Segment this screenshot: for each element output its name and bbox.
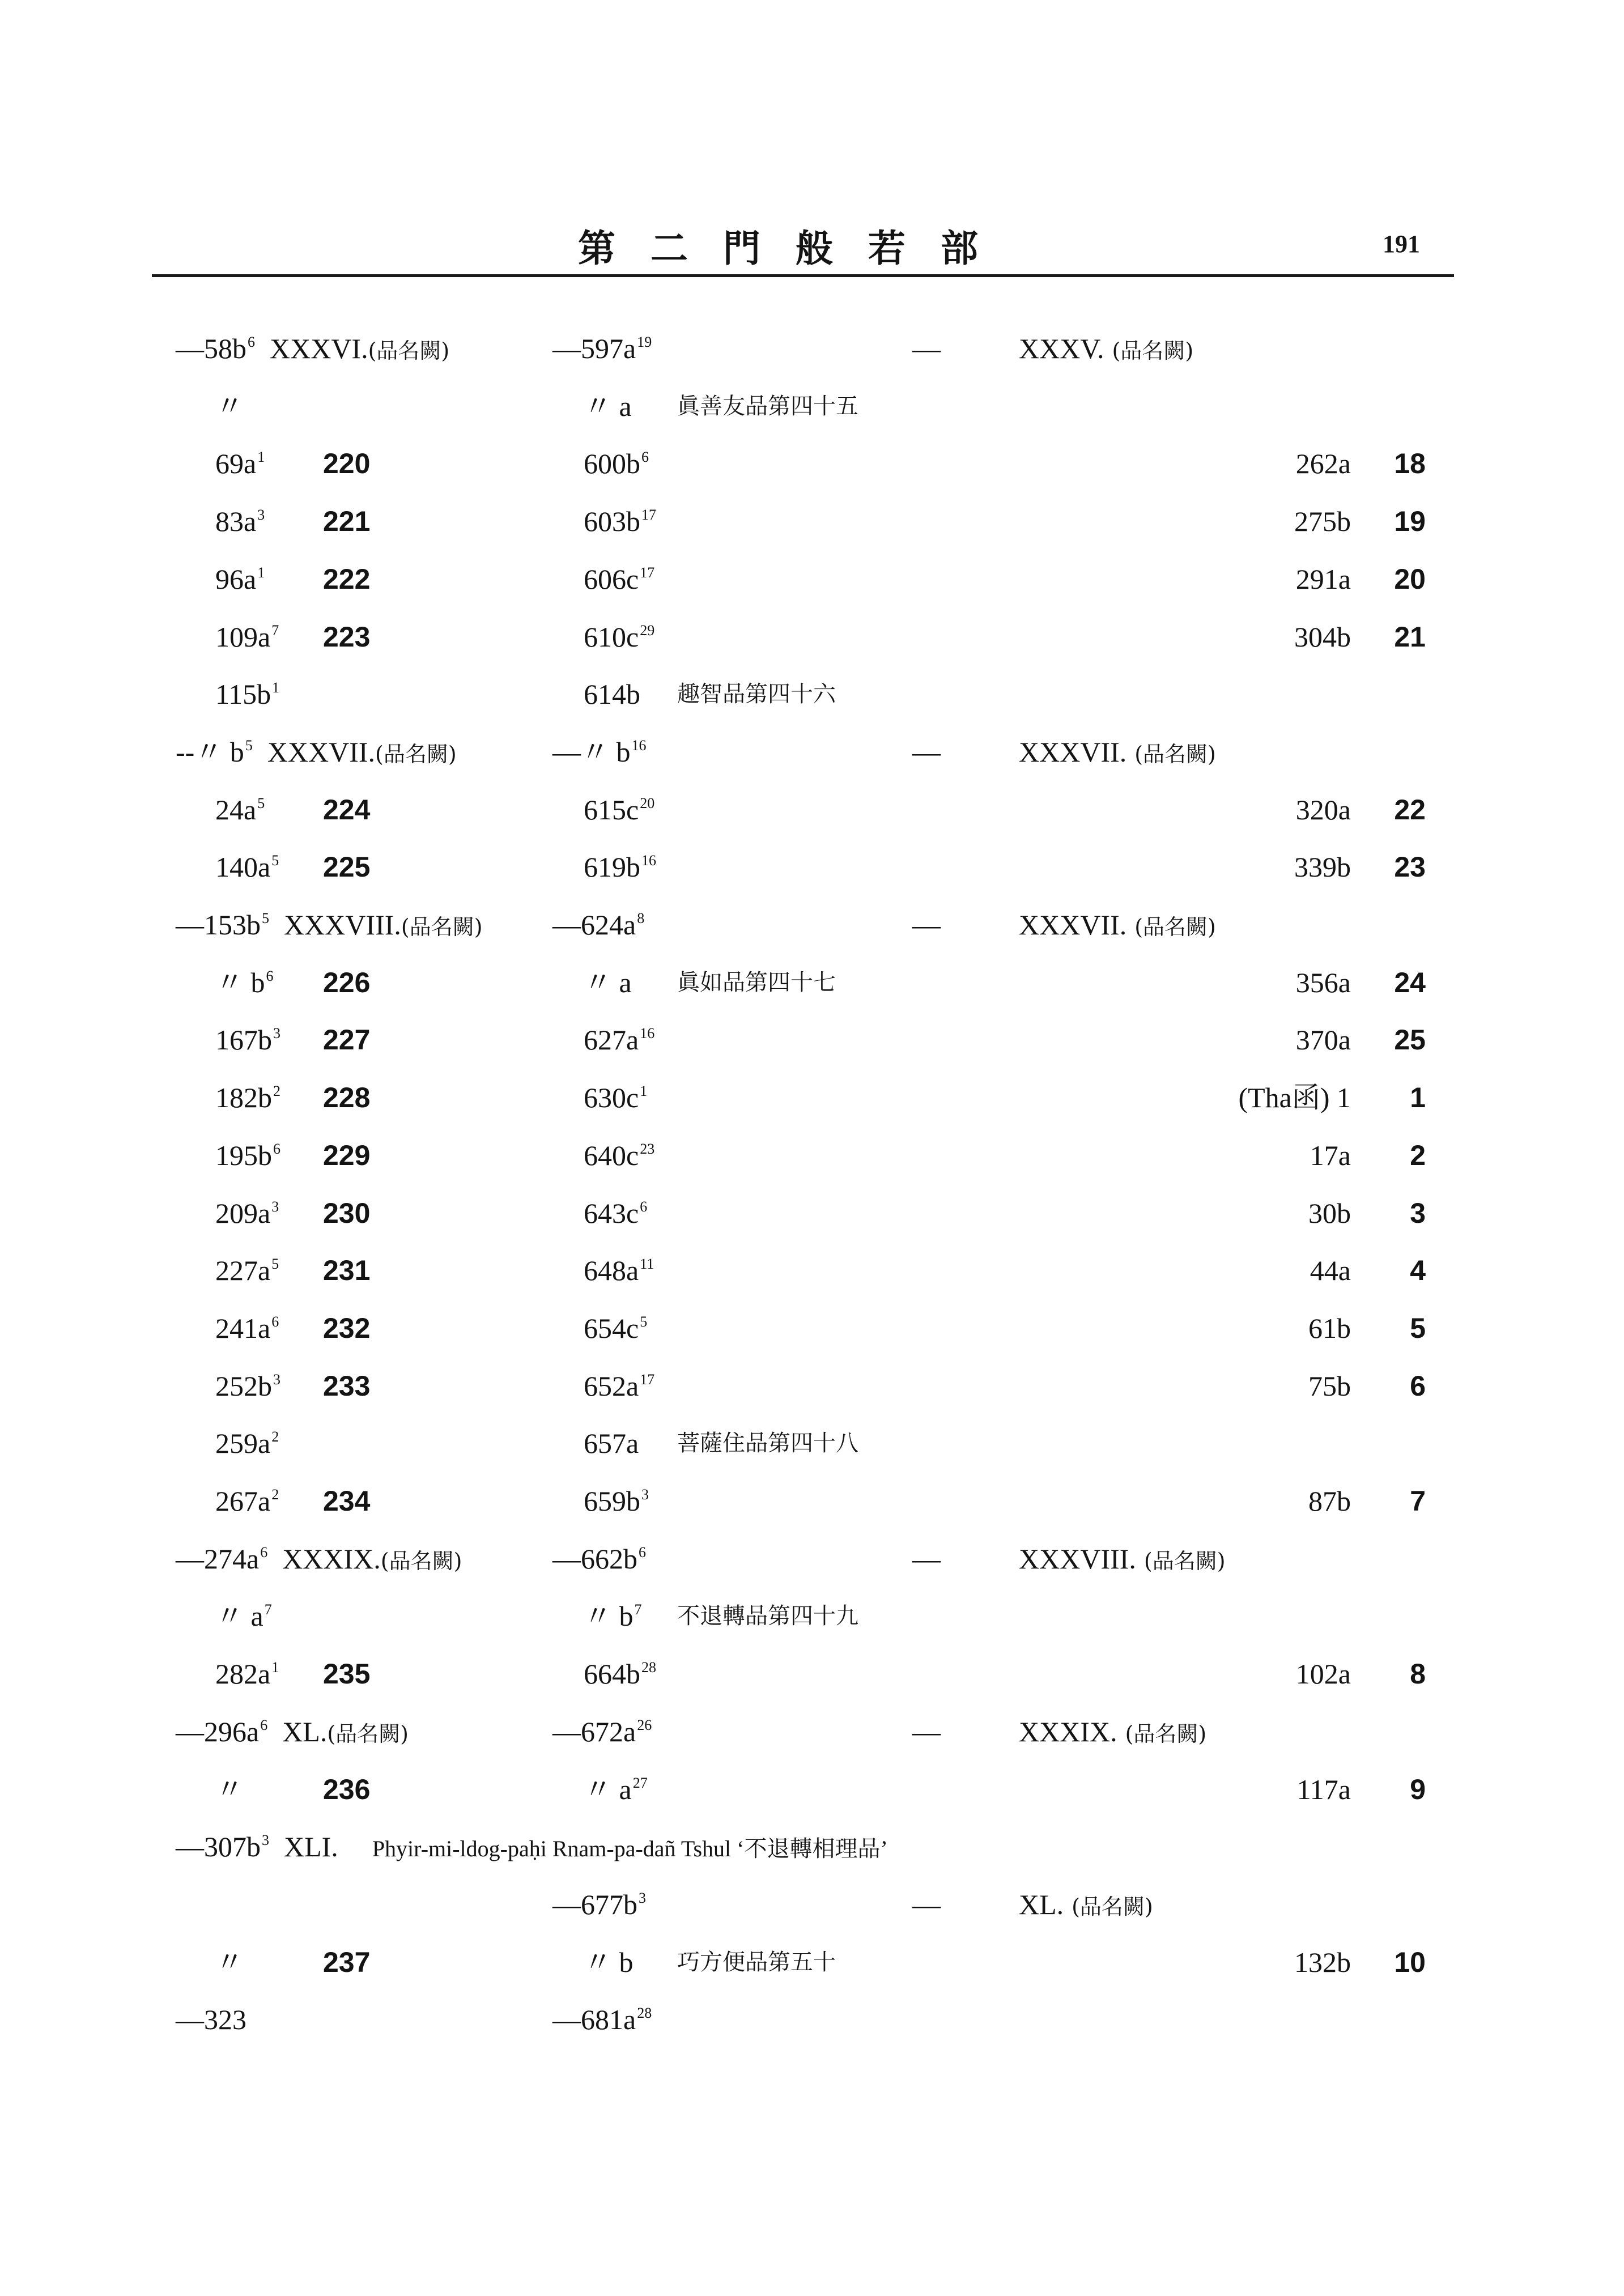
volume-number: 236 — [323, 1773, 371, 1805]
right-reference: 291a — [1295, 563, 1351, 595]
volume-number: 233 — [323, 1370, 371, 1402]
right-reference: 44a — [1310, 1255, 1351, 1287]
left-reference-superscript: 3 — [273, 1025, 280, 1042]
right-chapter — [1019, 1536, 1226, 1584]
left-reference-superscript: 5 — [257, 794, 265, 811]
table-row — [0, 844, 1624, 890]
middle-reference — [584, 614, 654, 665]
left-reference — [176, 902, 483, 953]
middle-reference — [584, 1593, 642, 1644]
left-reference-superscript: 7 — [271, 622, 279, 639]
left-reference-text: 115b — [215, 678, 271, 711]
dash-mark: — — [912, 333, 941, 364]
middle-reference-superscript: 16 — [641, 852, 656, 869]
left-reference-text: —307b — [176, 1831, 261, 1863]
chapter-note: (品名闕) — [401, 915, 483, 939]
table-row — [0, 960, 1624, 1005]
middle-reference-superscript: 27 — [632, 1774, 648, 1791]
right-reference: 356a — [1295, 966, 1351, 998]
left-reference-superscript: 5 — [271, 1256, 279, 1273]
middle-reference-text: 〃 a — [584, 390, 632, 422]
middle-reference — [584, 1363, 654, 1414]
middle-reference — [584, 499, 656, 549]
left-reference-text: --〃 b — [176, 735, 244, 768]
left-reference-superscript: 1 — [272, 679, 280, 696]
right-reference: 339b — [1294, 851, 1351, 883]
middle-reference — [584, 960, 632, 1005]
left-reference-text: 69a — [215, 448, 257, 480]
left-reference-text: —58b — [176, 333, 246, 364]
middle-reference-text: —677b — [552, 1888, 637, 1920]
left-reference-text: 195b — [215, 1139, 272, 1171]
left-reference-text: 267a — [215, 1485, 271, 1517]
middle-reference-superscript: 6 — [639, 1544, 646, 1561]
right-chapter-note: (品名闕) — [1134, 741, 1216, 767]
dash-mark: — — [912, 1888, 941, 1920]
middle-reference-superscript: 6 — [640, 1198, 648, 1215]
volume-number: 221 — [323, 505, 371, 538]
right-number: 21 — [1394, 620, 1426, 653]
middle-reference-text: 603b — [584, 505, 640, 538]
right-number: 7 — [1410, 1485, 1426, 1517]
middle-reference — [584, 1017, 654, 1068]
left-reference-text: 182b — [215, 1082, 272, 1114]
dash-mark: — — [912, 735, 941, 768]
left-reference-superscript: 6 — [248, 334, 255, 350]
table-row — [0, 1133, 1624, 1178]
table-row — [0, 1997, 1624, 2042]
right-number: 19 — [1394, 505, 1426, 538]
table-row — [0, 1940, 1624, 1985]
chapter-note: (品名闕) — [368, 338, 450, 363]
right-reference: 30b — [1308, 1197, 1351, 1229]
left-reference-text: 282a — [215, 1658, 271, 1690]
table-row — [0, 1421, 1624, 1466]
table-row — [0, 499, 1624, 544]
right-number: 25 — [1394, 1024, 1426, 1056]
left-reference — [215, 787, 265, 837]
right-number: 2 — [1410, 1139, 1426, 1171]
middle-reference — [552, 1709, 652, 1759]
left-reference-superscript: 6 — [260, 1716, 268, 1733]
right-reference: 132b — [1294, 1946, 1351, 1978]
middle-reference-text: 643c — [584, 1197, 639, 1229]
left-reference-text: —296a — [176, 1715, 260, 1747]
page-header-title: 第二門般若部 — [578, 226, 1013, 270]
middle-reference-text: —597a — [552, 333, 636, 364]
right-number: 8 — [1410, 1658, 1426, 1690]
left-reference — [215, 960, 274, 1010]
middle-reference-superscript: 7 — [634, 1601, 642, 1618]
volume-number: 220 — [323, 448, 371, 480]
middle-reference-text: —662b — [552, 1542, 637, 1575]
middle-reference-superscript: 3 — [641, 1486, 649, 1503]
left-reference-superscript: 5 — [262, 910, 269, 926]
middle-reference-text: 606c — [584, 563, 639, 595]
table-row — [0, 1363, 1624, 1409]
table-row — [0, 787, 1624, 832]
right-reference: 87b — [1308, 1485, 1351, 1517]
middle-reference-text: 619b — [584, 851, 640, 883]
right-reference: 370a — [1295, 1024, 1351, 1056]
left-reference — [176, 1824, 888, 1874]
table-row — [0, 384, 1624, 429]
table-row — [0, 1248, 1624, 1293]
left-reference-superscript: 1 — [257, 449, 265, 466]
middle-reference-text: 640c — [584, 1139, 639, 1171]
left-reference-text: 〃 — [215, 390, 244, 422]
right-chapter-note: (品名闕) — [1072, 1894, 1153, 1919]
middle-reference — [584, 1421, 639, 1466]
volume-number: 228 — [323, 1082, 371, 1114]
left-reference — [176, 729, 457, 780]
middle-reference-text: 〃 b — [584, 1600, 634, 1632]
middle-reference — [552, 1536, 646, 1587]
chapter-roman: XLI. — [284, 1831, 338, 1863]
middle-reference — [552, 1997, 652, 2047]
right-chapter — [1019, 1709, 1206, 1757]
right-number: 3 — [1410, 1197, 1426, 1229]
middle-reference-superscript: 17 — [640, 1371, 655, 1388]
middle-reference-text: 659b — [584, 1485, 640, 1517]
middle-reference — [584, 1190, 647, 1241]
middle-reference — [552, 1882, 646, 1932]
table-row — [0, 1593, 1624, 1639]
middle-reference-text: —〃 b — [552, 735, 631, 768]
left-reference-superscript: 6 — [260, 1544, 268, 1561]
left-reference-text: 83a — [215, 505, 257, 538]
chapter-title: Phyir-mi-ldog-paḥi Rnam-pa-dañ Tshul ‘不退轉相理品’ — [372, 1836, 888, 1862]
table-row — [0, 1767, 1624, 1812]
left-reference-text: 259a — [215, 1427, 271, 1460]
left-reference-superscript: 6 — [271, 1313, 279, 1330]
table-row — [0, 1190, 1624, 1236]
left-reference — [176, 1536, 462, 1587]
left-reference-superscript: 1 — [257, 564, 265, 581]
volume-number: 223 — [323, 620, 371, 653]
table-row — [0, 1651, 1624, 1697]
left-reference-text: 209a — [215, 1197, 271, 1229]
middle-reference-text: 657a — [584, 1427, 639, 1460]
table-row — [0, 729, 1624, 775]
right-number: 10 — [1394, 1946, 1426, 1978]
middle-reference — [584, 671, 640, 717]
volume-number: 237 — [323, 1946, 371, 1978]
left-reference — [176, 1709, 409, 1759]
table-row — [0, 556, 1624, 602]
middle-reference-superscript: 28 — [637, 2005, 652, 2022]
left-reference — [215, 1593, 272, 1644]
table-row — [0, 326, 1624, 371]
right-reference: 304b — [1294, 620, 1351, 653]
chapter-name: 眞善友品第四十五 — [677, 393, 858, 419]
chapter-name: 不退轉品第四十九 — [677, 1603, 858, 1630]
right-chapter-roman: XXXVII. — [1019, 735, 1127, 768]
header-rule — [152, 274, 1454, 277]
middle-reference-superscript: 3 — [639, 1889, 646, 1906]
right-chapter-roman: XXXVIII. — [1019, 1542, 1136, 1575]
left-reference-text: 167b — [215, 1024, 272, 1056]
chapter-roman: XXXVI. — [270, 333, 368, 364]
right-chapter — [1019, 729, 1216, 777]
chapter-name: 巧方便品第五十 — [677, 1949, 836, 1975]
middle-reference-text: 600b — [584, 448, 640, 480]
middle-reference-superscript: 5 — [640, 1313, 648, 1330]
table-row — [0, 614, 1624, 660]
middle-reference — [552, 326, 652, 376]
middle-reference-superscript: 28 — [641, 1659, 656, 1676]
left-reference-text: 109a — [215, 620, 271, 653]
middle-reference-superscript: 29 — [640, 622, 655, 639]
middle-reference-superscript: 6 — [641, 449, 649, 466]
left-reference — [215, 499, 265, 549]
left-reference — [215, 1075, 280, 1125]
volume-number: 226 — [323, 966, 371, 998]
middle-reference-text: 648a — [584, 1255, 639, 1287]
volume-number: 225 — [323, 851, 371, 883]
page-number: 191 — [1383, 230, 1420, 258]
table-row — [0, 1709, 1624, 1754]
middle-reference-text: —681a — [552, 2004, 636, 2036]
left-reference-superscript: 2 — [271, 1486, 279, 1503]
middle-reference — [584, 787, 654, 837]
left-reference — [215, 1017, 280, 1068]
left-reference-superscript: 3 — [262, 1832, 269, 1849]
left-reference-superscript: 2 — [273, 1083, 280, 1100]
right-chapter — [1019, 1882, 1153, 1929]
left-reference-text: 140a — [215, 851, 271, 883]
volume-number: 232 — [323, 1312, 371, 1344]
left-reference — [215, 384, 244, 429]
volume-number: 231 — [323, 1255, 371, 1287]
table-row — [0, 1478, 1624, 1524]
left-reference-text: 252b — [215, 1370, 272, 1402]
right-chapter-roman: XXXVII. — [1019, 909, 1127, 941]
right-reference: 262a — [1295, 448, 1351, 480]
chapter-roman: XXXVIII. — [284, 909, 401, 941]
right-reference: 117a — [1296, 1773, 1351, 1805]
left-reference — [176, 326, 449, 376]
table-row — [0, 1017, 1624, 1062]
left-reference-superscript: 6 — [266, 967, 274, 984]
left-reference-text: 96a — [215, 563, 257, 595]
middle-reference-superscript: 20 — [640, 794, 655, 811]
middle-reference — [584, 1651, 656, 1702]
left-reference-superscript: 2 — [271, 1428, 279, 1445]
right-number: 6 — [1410, 1370, 1426, 1402]
middle-reference — [584, 1478, 649, 1529]
left-reference — [215, 1421, 279, 1471]
middle-reference-superscript: 26 — [637, 1716, 652, 1733]
middle-reference — [584, 556, 654, 607]
right-chapter — [1019, 902, 1216, 950]
middle-reference-text: 664b — [584, 1658, 640, 1690]
right-chapter-note: (品名闕) — [1125, 1721, 1207, 1746]
volume-number: 224 — [323, 793, 371, 826]
right-reference: (Tha函) 1 — [1238, 1082, 1351, 1114]
right-number: 18 — [1394, 448, 1426, 480]
volume-number: 235 — [323, 1658, 371, 1690]
right-number: 1 — [1410, 1082, 1426, 1114]
right-chapter-note: (品名闕) — [1143, 1548, 1226, 1574]
left-reference-text: —153b — [176, 909, 261, 941]
left-reference — [215, 441, 265, 491]
middle-reference-superscript: 23 — [640, 1140, 655, 1157]
left-reference — [215, 1940, 244, 1985]
middle-reference-text: 652a — [584, 1370, 639, 1402]
right-reference: 61b — [1308, 1312, 1351, 1344]
left-reference — [176, 1997, 246, 2042]
left-reference — [215, 1478, 279, 1529]
right-chapter — [1019, 326, 1193, 373]
right-reference: 17a — [1310, 1139, 1351, 1171]
left-reference — [215, 614, 279, 665]
middle-reference — [584, 1133, 654, 1183]
middle-reference-text: —624a — [552, 909, 636, 941]
middle-reference-superscript: 17 — [641, 507, 656, 524]
right-reference: 275b — [1294, 505, 1351, 538]
chapter-roman: XXXVII. — [267, 735, 376, 768]
right-chapter-roman: XL. — [1019, 1888, 1064, 1920]
chapter-roman: XL. — [282, 1715, 328, 1747]
right-reference: 75b — [1308, 1370, 1351, 1402]
middle-reference — [584, 1248, 654, 1298]
middle-reference — [584, 441, 649, 491]
left-reference — [215, 844, 279, 895]
dash-mark: — — [912, 1542, 941, 1575]
middle-reference-text: 630c — [584, 1082, 639, 1114]
table-row — [0, 1882, 1624, 1927]
middle-reference-superscript: 17 — [640, 564, 655, 581]
middle-reference-text: 654c — [584, 1312, 639, 1344]
right-chapter-roman: XXXV. — [1019, 333, 1104, 364]
left-reference-superscript: 6 — [273, 1140, 280, 1157]
right-chapter-roman: XXXIX. — [1019, 1715, 1117, 1747]
volume-number: 227 — [323, 1024, 371, 1056]
right-reference: 102a — [1295, 1658, 1351, 1690]
left-reference-text: —274a — [176, 1542, 260, 1575]
left-reference — [215, 1306, 279, 1356]
middle-reference-superscript: 19 — [637, 334, 652, 350]
left-reference-superscript: 7 — [264, 1601, 272, 1618]
middle-reference — [584, 1940, 634, 1985]
table-row — [0, 441, 1624, 486]
chapter-name: 眞如品第四十七 — [677, 969, 836, 996]
left-reference-superscript: 5 — [245, 737, 253, 754]
middle-reference-superscript: 11 — [640, 1256, 654, 1273]
middle-reference-superscript: 16 — [640, 1025, 655, 1042]
chapter-roman: XXXIX. — [282, 1542, 381, 1575]
middle-reference-text: 615c — [584, 793, 639, 826]
right-number: 20 — [1394, 563, 1426, 595]
middle-reference-text: 〃 a — [584, 966, 632, 998]
middle-reference — [584, 1767, 648, 1817]
middle-reference-superscript: 8 — [637, 910, 645, 926]
middle-reference-text: 610c — [584, 620, 639, 653]
left-reference-text: 〃 b — [215, 966, 265, 998]
left-reference — [215, 1651, 279, 1702]
middle-reference-text: 627a — [584, 1024, 639, 1056]
middle-reference-superscript: 16 — [631, 737, 647, 754]
volume-number: 229 — [323, 1139, 371, 1171]
volume-number: 234 — [323, 1485, 371, 1517]
left-reference-text: 〃 a — [215, 1600, 263, 1632]
left-reference — [215, 1363, 280, 1414]
dash-mark: — — [912, 1715, 941, 1747]
left-reference — [215, 1190, 279, 1241]
table-row — [0, 671, 1624, 717]
middle-reference — [584, 1075, 647, 1125]
middle-reference-text: 〃 b — [584, 1946, 634, 1978]
right-number: 4 — [1410, 1255, 1426, 1287]
left-reference-superscript: 3 — [271, 1198, 279, 1215]
chapter-name: 趣智品第四十六 — [677, 681, 836, 708]
left-reference-superscript: 1 — [271, 1659, 279, 1676]
middle-reference-text: —672a — [552, 1715, 636, 1747]
left-reference — [215, 671, 279, 722]
chapter-note: (品名闕) — [375, 741, 457, 767]
middle-reference-text: 614b — [584, 678, 640, 711]
left-reference-superscript: 3 — [273, 1371, 280, 1388]
left-reference — [215, 1133, 280, 1183]
middle-reference — [552, 729, 647, 780]
chapter-name: 菩薩住品第四十八 — [677, 1430, 858, 1457]
right-number: 5 — [1410, 1312, 1426, 1344]
left-reference-text: —323 — [176, 2004, 246, 2036]
left-reference-text: 24a — [215, 793, 257, 826]
middle-reference-superscript: 1 — [640, 1083, 648, 1100]
left-reference — [215, 1248, 279, 1298]
right-number: 22 — [1394, 793, 1426, 826]
right-chapter-note: (品名闕) — [1134, 915, 1216, 939]
middle-reference — [584, 384, 632, 429]
right-reference: 320a — [1295, 793, 1351, 826]
chapter-note: (品名闕) — [380, 1548, 462, 1574]
middle-reference — [584, 844, 656, 895]
left-reference — [215, 1767, 244, 1812]
table-row — [0, 902, 1624, 947]
table-row — [0, 1824, 1624, 1869]
left-reference-text: 〃 — [215, 1773, 244, 1805]
table-row — [0, 1306, 1624, 1351]
volume-number: 222 — [323, 563, 371, 595]
middle-reference-text: 〃 a — [584, 1773, 632, 1805]
left-reference-superscript: 3 — [257, 507, 265, 524]
chapter-note: (品名闕) — [327, 1721, 409, 1746]
middle-reference — [584, 1306, 647, 1356]
volume-number: 230 — [323, 1197, 371, 1229]
left-reference-text: 241a — [215, 1312, 271, 1344]
right-chapter-note: (品名闕) — [1112, 338, 1194, 363]
left-reference-text: 〃 — [215, 1946, 244, 1978]
middle-reference — [552, 902, 644, 953]
left-reference-text: 227a — [215, 1255, 271, 1287]
table-row — [0, 1536, 1624, 1581]
left-reference-superscript: 5 — [271, 852, 279, 869]
table-row — [0, 1075, 1624, 1120]
left-reference — [215, 556, 265, 607]
right-number: 23 — [1394, 851, 1426, 883]
right-number: 24 — [1394, 966, 1426, 998]
right-number: 9 — [1410, 1773, 1426, 1805]
dash-mark: — — [912, 909, 941, 941]
